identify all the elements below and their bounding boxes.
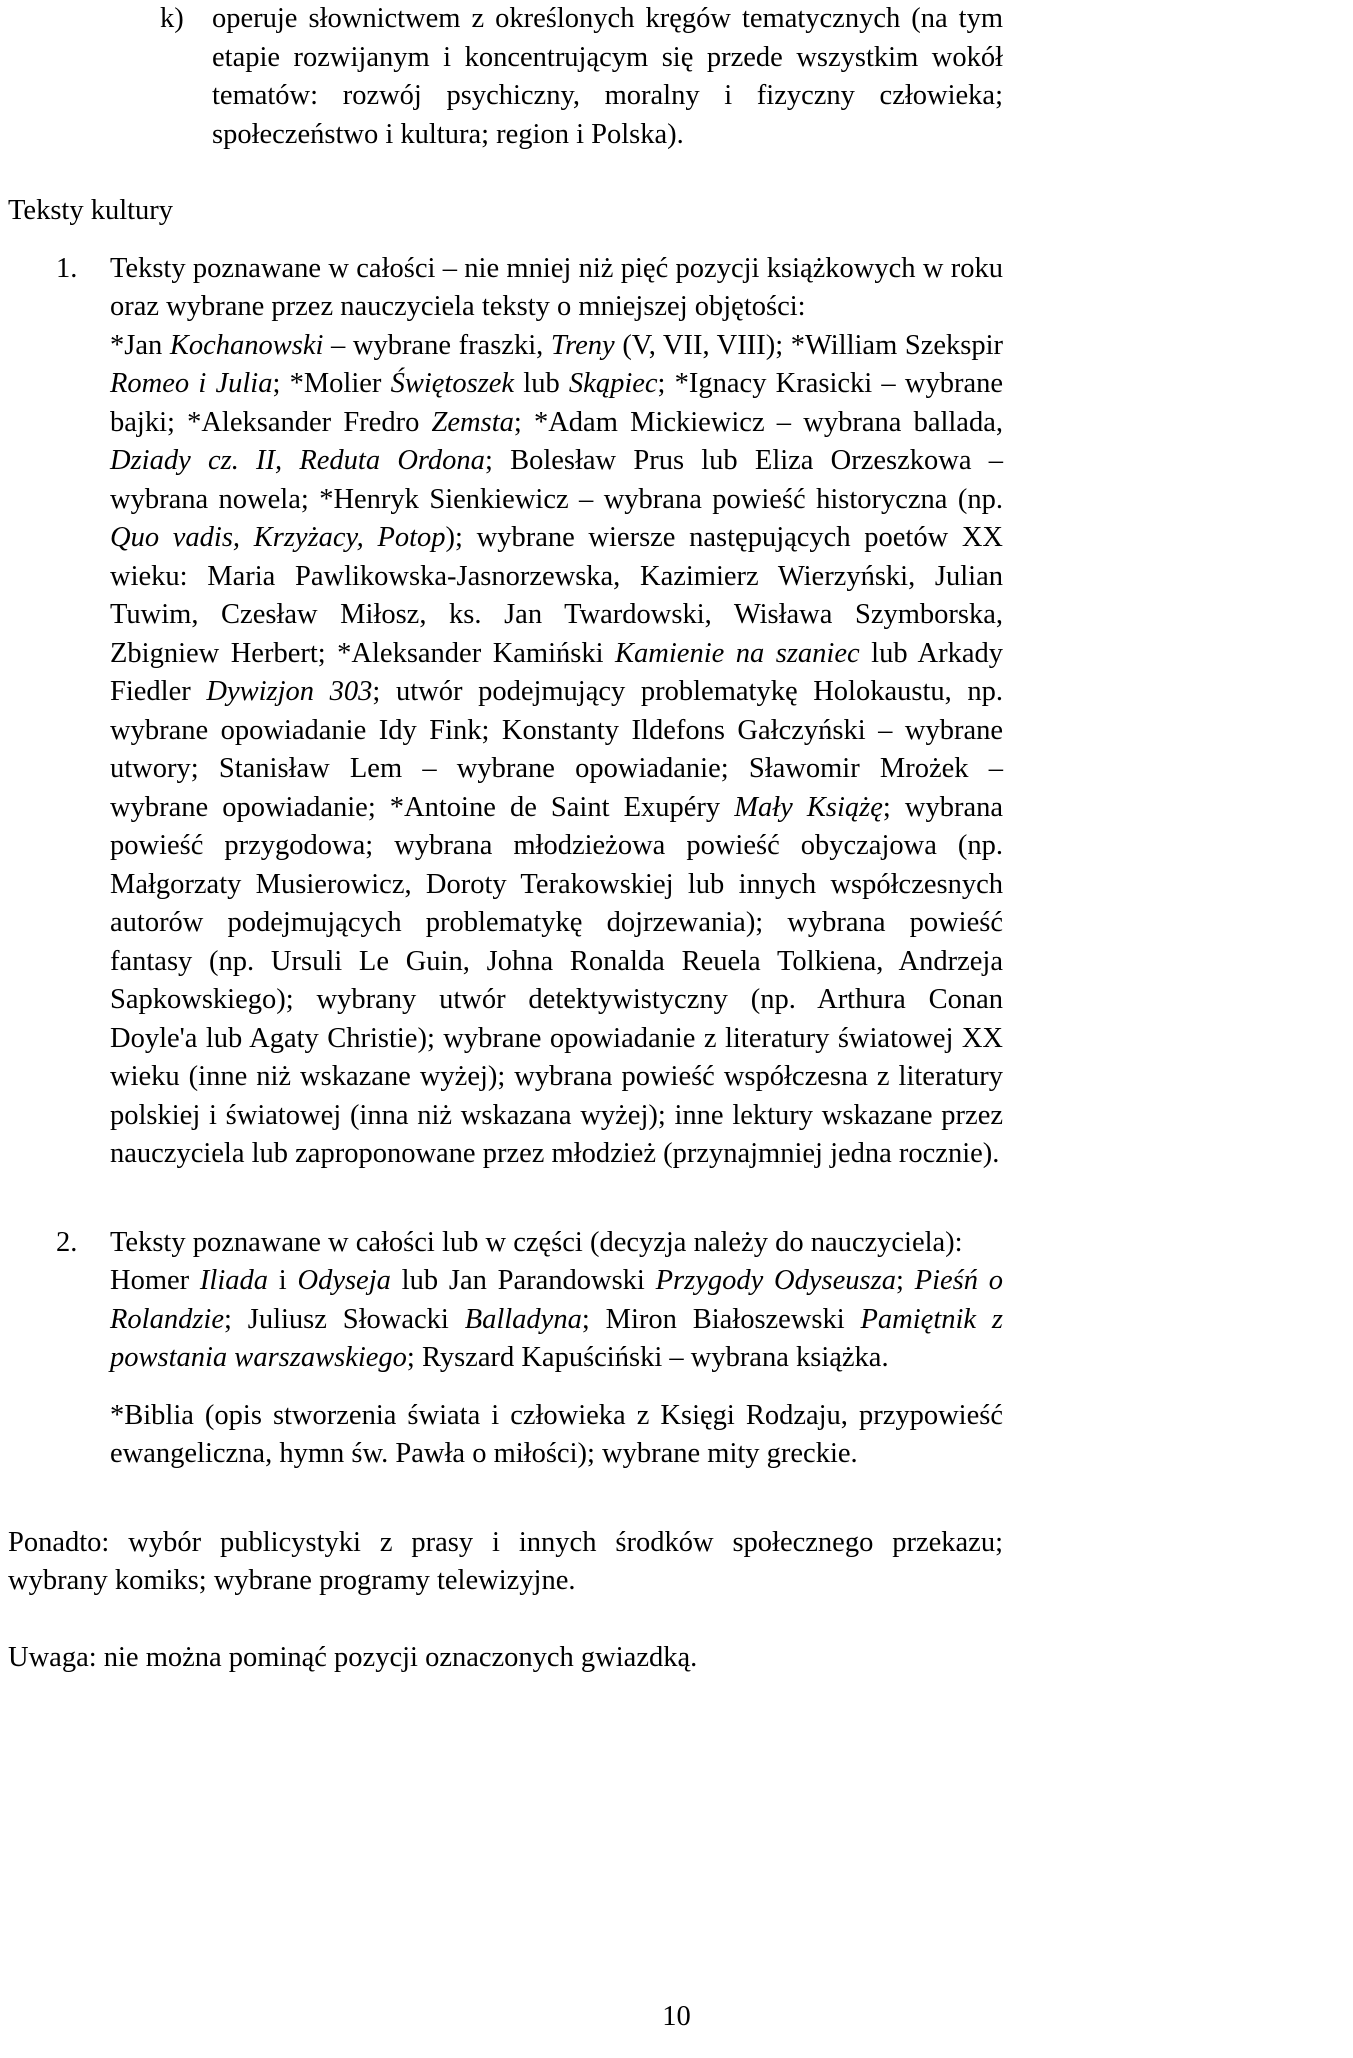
numbered-item-1-lead bbox=[8, 250, 1003, 327]
text-run: Odyseja bbox=[297, 1265, 391, 1296]
text-run: lub Jan Parandowski bbox=[390, 1265, 656, 1296]
numbered-item-1-body bbox=[8, 327, 1003, 1174]
page-number: 10 bbox=[662, 2001, 691, 2032]
numbered-item-2-marker: 2. bbox=[56, 1226, 78, 1258]
text-run: i bbox=[268, 1265, 298, 1296]
text-run: Kamienie na szaniec bbox=[615, 637, 860, 669]
text-run: Treny bbox=[550, 329, 615, 361]
text-run: *Jan bbox=[110, 329, 170, 361]
text-run: ; bbox=[895, 1265, 915, 1296]
text-run: ; *Adam Mickiewicz – wybrana ballada, bbox=[513, 406, 1003, 438]
spacer bbox=[8, 1601, 1003, 1639]
page-content bbox=[8, 0, 1003, 1677]
text-run: lub bbox=[514, 368, 569, 399]
text-run: Balladyna bbox=[464, 1303, 582, 1335]
text-run: Pamiętnik z powstania warszawskiego bbox=[110, 1303, 1003, 1373]
letter-item-k bbox=[8, 0, 1003, 154]
text-run: Mały Książę bbox=[734, 791, 883, 823]
text-run: Iliada bbox=[199, 1265, 268, 1296]
text-run: ; Ryszard Kapuściński – wybrana książka. bbox=[406, 1342, 889, 1373]
letter-item-marker: k) bbox=[160, 3, 184, 34]
section-heading: Teksty kultury bbox=[8, 195, 174, 226]
text-run: ; *Ignacy Krasicki – wybrane bajki; *Aleksander Fredro bbox=[110, 368, 1003, 438]
text-run: Zemsta bbox=[431, 406, 514, 438]
closing-paragraph-1: Ponadto: wybór publicystyki z prasy i innych środków społecznego przekazu; wybrany komiks; wybrane programy telewizyjne. bbox=[8, 1526, 1003, 1596]
spacer bbox=[8, 231, 1003, 250]
letter-item-text: operuje słownictwem z określonych kręgów tematycznych (na tym etapie rozwijanym i koncentrującym się przede wszystkim wokół tematów: rozwój psychiczny, moralny i fizyczny człowieka; społeczeństwo i kultura; region i Polska). bbox=[212, 3, 1003, 150]
text-run: Quo vadis, Krzyżacy, Potop bbox=[110, 522, 446, 553]
text-run: Przygody Odyseusza bbox=[655, 1265, 896, 1296]
text-run: – wybrane fraszki, bbox=[323, 329, 551, 361]
text-run: Skąpiec bbox=[568, 368, 658, 399]
numbered-item-2-lead-text: Teksty poznawane w całości lub w części (decyzja należy do nauczyciela): bbox=[110, 1226, 963, 1258]
text-run: ; wybrana powieść przygodowa; wybrana młodzieżowa powieść obyczajowa (np. Małgorzaty Musierowicz, Doroty Terakowskiej lub innych współczesnych autorów podejmujących problematykę dojrzewania); wybrana powieść fantasy (np. Ursuli Le Guin, Johna Ronalda Reuela Tolkiena, Andrzeja Sapkowskiego); wybrany utwór detektywistyczny (np. Arthura Conan Doyle'a lub Agaty Christie); wybrane opowiadanie z literatury światowej XX wieku (inne niż wskazane wyżej); wybrana powieść współczesna z literatury polskiej i światowej (inna niż wskazana wyżej); inne lektury wskazane przez nauczyciela lub zaproponowane przez młodzież (przynajmniej jedna rocznie). bbox=[110, 791, 1003, 1169]
spacer bbox=[8, 1378, 1003, 1397]
text-run: Romeo i Julia bbox=[110, 368, 273, 399]
closing-paragraph-2: Uwaga: nie można pominąć pozycji oznaczonych gwiazdką. bbox=[8, 1641, 698, 1673]
text-run: Homer bbox=[110, 1265, 200, 1296]
text-run: Dywizjon 303 bbox=[206, 676, 373, 707]
numbered-item-1-lead-text: Teksty poznawane w całości – nie mniej niż pięć pozycji książkowych w roku oraz wybrane przez nauczyciela teksty o mniejszej objętości: bbox=[110, 252, 1003, 322]
text-run: ; Juliusz Słowacki bbox=[224, 1303, 465, 1335]
spacer bbox=[8, 1174, 1003, 1224]
numbered-item-1-marker: 1. bbox=[56, 252, 78, 284]
numbered-item-2-body bbox=[8, 1262, 1003, 1378]
text-run: Pieśń o Rolandzie bbox=[110, 1265, 1004, 1335]
text-run: Świętoszek bbox=[390, 368, 515, 399]
text-run: ; Bolesław Prus lub Eliza Orzeszkowa – wybrana nowela; *Henryk Sienkiewicz – wybrana powieść historyczna (np. bbox=[110, 445, 1003, 515]
text-run: ; Miron Białoszewski bbox=[581, 1303, 861, 1335]
text-run: (V, VII, VIII); *William Szekspir bbox=[614, 329, 1003, 361]
text-run: Dziady cz. II, Reduta Ordona bbox=[110, 445, 485, 476]
numbered-item-2-extra: *Biblia (opis stworzenia świata i człowieka z Księgi Rodzaju, przypowieść ewangeliczna, hymn św. Pawła o miłości); wybrane mity greckie. bbox=[110, 1399, 1003, 1469]
spacer bbox=[8, 1474, 1003, 1524]
text-run: ); wybrane wiersze następujących poetów XX wieku: Maria Pawlikowska-Jasnorzewska, Kazimierz Wierzyński, Julian Tuwim, Czesław Miłosz, ks. Jan Twardowski, Wisława Szymborska, Zbigniew Herbert; *Aleksander Kamiński bbox=[110, 522, 1003, 669]
text-run: Kochanowski bbox=[169, 329, 324, 361]
text-run: lub Arkady Fiedler bbox=[110, 637, 1003, 707]
numbered-item-2-lead bbox=[8, 1224, 1003, 1263]
text-run: ; utwór podejmujący problematykę Holokaustu, np. wybrane opowiadanie Idy Fink; Konstanty Ildefons Gałczyński – wybrane utwory; Stanisław Lem – wybrane opowiadanie; Sławomir Mrożek – wybrane opowiadanie; *Antoine de Saint Exupéry bbox=[110, 676, 1003, 823]
text-run: ; *Molier bbox=[272, 368, 391, 399]
spacer bbox=[8, 154, 1003, 192]
